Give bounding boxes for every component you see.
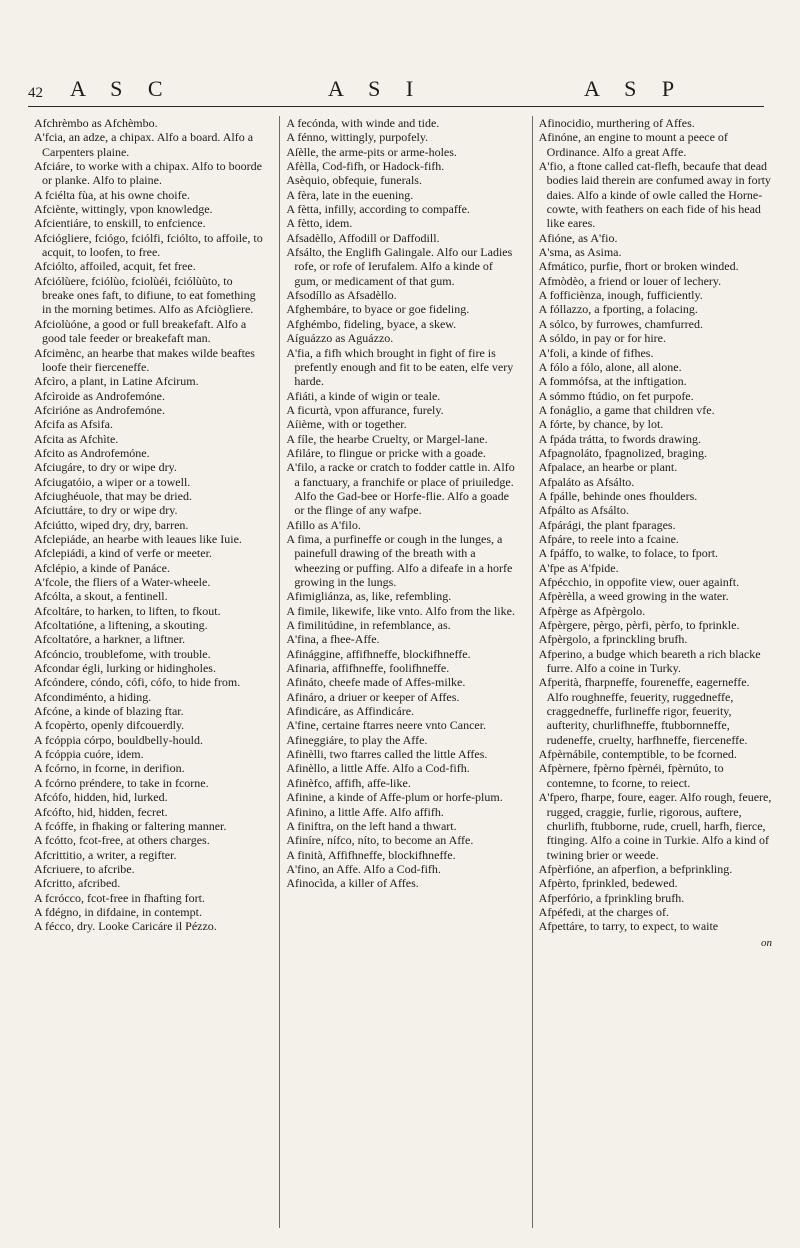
dictionary-entry: Afcientiáre, to enskill, to enfcience. (34, 216, 206, 231)
dictionary-entry: Afsálto, the Englifh Galingale. Alfo our Ladies rofe, or rofe of Ierufalem. Alfo a kinde of gum, or medicament of that gum. (286, 245, 513, 288)
dictionary-entry: Afpáre, to reele into a fcaine. (538, 531, 679, 546)
dictionary-entry: A'foli, a kinde of fifhes. (538, 345, 654, 360)
dictionary-entry: Afpèrnere, fpèrno fpèrnéi, fpèrnúto, to contemne, to fcorne, to reiect. (538, 761, 724, 790)
dictionary-entry: A fofficiènza, inough, fufficiently. (538, 288, 703, 303)
dictionary-entry: A ficurtà, vpon affurance, furely. (286, 402, 444, 417)
dictionary-entry: Afcito as Androfemóne. (34, 445, 150, 460)
dictionary-entry: Afpéfedi, at the charges of. (538, 904, 670, 919)
dictionary-entry: A fecónda, with winde and tide. (286, 116, 440, 130)
dictionary-entry: Afpárági, the plant fparages. (538, 517, 676, 532)
dictionary-entry: Afinèfco, affifh, affe-like. (286, 775, 411, 790)
dictionary-entry: Afsodíllo as Afsadèllo. (286, 288, 397, 303)
dictionary-entry: Afimigliánza, as, like, refembling. (286, 589, 452, 604)
dictionary-entry: Afcriuere, to afcribe. (34, 861, 135, 876)
dictionary-entry: A fimilitúdine, in refemblance, as. (286, 618, 451, 633)
running-head-middle: A S I (328, 76, 424, 101)
column-right (532, 116, 772, 1228)
dictionary-entry: Afinino, a little Affe. Alfo affifh. (286, 804, 444, 819)
dictionary-entry: Afclépio, a kinde of Panáce. (34, 560, 170, 575)
dictionary-entry: A'fino, an Affe. Alfo a Cod-fifh. (286, 861, 441, 876)
dictionary-entry: A fcótto, fcot-free, at others charges. (34, 833, 210, 848)
dictionary-entry: Afcóne, a kinde of blazing ftar. (34, 704, 184, 719)
dictionary-entry: Afèlla, Cod-fifh, or Hadock-fifh. (286, 159, 445, 174)
dictionary-entry: Aíguázzo as Aguázzo. (286, 331, 394, 346)
running-head-right: A S P (584, 76, 685, 101)
dictionary-entry: A fpáda trátta, to fwords drawing. (538, 431, 701, 446)
dictionary-entry: Afcrittitio, a writer, a regifter. (34, 847, 177, 862)
dictionary-entry: A fénno, wittingly, purpofely. (286, 130, 429, 145)
dictionary-entry: A'fpe as A'fpide. (538, 560, 619, 575)
dictionary-entry: A'fina, a fhee-Affe. (286, 632, 380, 647)
dictionary-entry: Afinine, a kinde of Affe-plum or horfe-plum. (286, 790, 503, 805)
dictionary-entry: A fimile, likewife, like vnto. Alfo from the like. (286, 603, 515, 618)
dictionary-entry: Afperino, a budge which beareth a rich blacke furre. Alfo a coine in Turky. (538, 646, 761, 676)
dictionary-entry: Afiníre, nífco, níto, to become an Affe. (286, 833, 474, 848)
dictionary-entry: Afineggiáre, to play the Affe. (286, 732, 428, 747)
dictionary-entry: Afináto, cheefe made of Affes-milke. (286, 675, 466, 690)
dictionary-entry: Afmático, purfie, fhort or broken winded. (538, 259, 739, 274)
dictionary-entry: Afpèrge as Afpèrgolo. (538, 603, 646, 618)
dictionary-entry: A'fio, a ftone called cat-flefh, becaufe that dead bodies laid therein are confumed away in forty daies. Alfo a kinde of owle called the Horne-cowte, with feathers on each fide of his head like eares. (538, 159, 771, 231)
dictionary-entry: Afinocìda, a killer of Affes. (286, 876, 419, 891)
dictionary-entry: Afcófo, hidden, hid, lurked. (34, 790, 168, 805)
dictionary-entry: Afcìro, a plant, in Latine Afcirum. (34, 374, 199, 389)
dictionary-entry: Afióne, as A'fio. (538, 230, 618, 245)
dictionary-entry: Afpèrèlla, a weed growing in the water. (538, 589, 729, 604)
page-number: 42 (28, 85, 43, 101)
dictionary-entry: Afpécchio, in oppofite view, ouer againft. (538, 575, 740, 589)
dictionary-entry: Afciènte, wittingly, vpon knowledge. (34, 202, 213, 217)
dictionary-entry: Afcoltáre, to harken, to liften, to fkout. (34, 603, 221, 618)
dictionary-entry: A fciélta fùa, at his owne choife. (34, 187, 190, 202)
dictionary-entry: Afpèrfióne, an afperfion, a befprinkling. (538, 861, 733, 876)
dictionary-entry: Afciútto, wiped dry, dry, barren. (34, 517, 189, 532)
dictionary-entry: Afciugáre, to dry or wipe dry. (34, 460, 177, 475)
dictionary-entry: A'filo, a racke or cratch to fodder cattle in. Alfo a fanctuary, a franchife or place of priuiledge. Alfo the Gad-bee or Horfe-flie. Alfo a goade or the flinge of any wafpe. (286, 460, 515, 518)
dictionary-entry: Afcifa as Afsifa. (34, 417, 113, 432)
dictionary-entry: Afciógliere, fciógo, fciólfi, fciólto, to affoile, to acquit, to loofen, to free. (34, 230, 263, 260)
dictionary-entry: Afcondar égli, lurking or hidingholes. (34, 661, 216, 676)
dictionary-entry: A fètta, infilly, according to compaffe. (286, 202, 470, 217)
dictionary-entry: Afclepiádi, a kind of verfe or meeter. (34, 546, 212, 561)
dictionary-entry: Afmòdèo, a friend or louer of lechery. (538, 273, 722, 288)
dictionary-entry: A fèra, late in the euening. (286, 187, 414, 202)
dictionary-entry: Afchrèmbo as Afchèmbo. (34, 116, 158, 130)
dictionary-entry: Afcita as Afchìte. (34, 431, 119, 446)
dictionary-entry: Afinaria, affifhneffe, foolifhneffe. (286, 661, 450, 676)
dictionary-entry: A fórte, by chance, by lot. (538, 417, 664, 432)
dictionary-entry: Afcritto, afcribed. (34, 876, 121, 891)
dictionary-entry: A fètto, idem. (286, 216, 353, 231)
dictionary-entry: Afcoltatóre, a harkner, a liftner. (34, 632, 186, 647)
dictionary-entry: Afghembáre, to byace or goe fideling. (286, 302, 470, 317)
dictionary-entry: A sómmo ftúdio, on fet purpofe. (538, 388, 694, 403)
dictionary-entry: Afpèrgere, pèrgo, pèrfi, pèrfo, to fprinkle. (538, 618, 740, 633)
column-left (34, 116, 267, 1228)
column-middle (279, 116, 519, 1228)
dictionary-entry: A finità, Affifhneffe, blockifhneffe. (286, 847, 456, 862)
dictionary-entry: A fcrócco, fcot-free in fhafting fort. (34, 890, 205, 905)
dictionary-entry: Afinocidio, murthering of Affes. (538, 116, 695, 130)
dictionary-entry: Afperfório, a fprinkling brufh. (538, 890, 685, 905)
dictionary-entry: Afciáre, to worke with a chipax. Alfo to boorde or planke. Alfo to plaine. (34, 159, 262, 188)
dictionary-entry: A fcórno, in fcorne, in derifion. (34, 761, 185, 776)
dictionary-entry: Afpèrgolo, a fprinckling brufh. (538, 632, 688, 647)
dictionary-entry: Afinèllo, a little Affe. Alfo a Cod-fifh. (286, 761, 470, 776)
dictionary-entry: Afiáti, a kinde of wigin or teale. (286, 388, 441, 403)
dictionary-entry: Afpalace, an hearbe or plant. (538, 460, 678, 475)
dictionary-entry: Aſèlle, the arme-pits or arme-holes. (286, 144, 457, 159)
dictionary-entry: Afinággine, affifhneffe, blockifhneffe. (286, 646, 471, 661)
dictionary-entry: Afcìroide as Androfemóne. (34, 388, 165, 403)
dictionary-entry: Afináro, a driuer or keeper of Affes. (286, 689, 460, 704)
dictionary-entry: A'fine, certaine ftarres neere vnto Cancer. (286, 718, 487, 733)
dictionary-entry: Afciólùere, fciólùo, fciolùéi, fciólùùto, to breake ones faft, to difiune, to eat fomething in the morning betimes. Alfo as Afciòglìere. (34, 273, 256, 317)
dictionary-entry: Afpèrnábile, contemptible, to be fcorned. (538, 747, 737, 762)
dictionary-entry: Afpálto as Afsálto. (538, 503, 629, 518)
dictionary-entry: Afsadèllo, Affodill or Daffodill. (286, 230, 440, 245)
dictionary-entry: A fólo a fólo, alone, all alone. (538, 359, 682, 374)
page-header (28, 70, 764, 107)
dictionary-entry: Afcóncio, troublefome, with trouble. (34, 646, 211, 661)
dictionary-entry: A fcórno préndere, to take in fcorne. (34, 775, 209, 790)
dictionary-entry: Asèquio, obfequie, funerals. (286, 173, 422, 188)
dictionary-entry: Afindicáre, as Affindicáre. (286, 704, 415, 719)
dictionary-entry: A fóllazzo, a fporting, a folacing. (538, 302, 698, 317)
dictionary-entry: Afclepiáde, an hearbe with leaues like Iuie. (34, 531, 242, 546)
dictionary-entry: Afiláre, to flingue or pricke with a goade. (286, 445, 486, 460)
dictionary-entry: Afinèlli, two ftarres called the little Affes. (286, 747, 488, 762)
dictionary-entry: A fima, a purfineffe or cough in the lunges, a painefull drawing of the breath with a wheezing or puffing. Alfo a difeafe in a horfe growing in the lungs. (286, 531, 513, 589)
dictionary-entry: A fécco, dry. Looke Caricáre il Pézzo. (34, 919, 217, 934)
dictionary-entry: Afinóne, an engine to mount a peece of Ordinance. Alfo a great Affe. (538, 130, 728, 159)
dictionary-entry: Afciolùóne, a good or full breakefaft. Alfo a good tale feeder or breakefaft man. (34, 316, 247, 346)
dictionary-entry: Afpaláto as Afsálto. (538, 474, 635, 489)
dictionary-entry: A fdégno, in difdaine, in contempt. (34, 904, 202, 919)
dictionary-entry: A sólco, by furrowes, chamfurred. (538, 316, 703, 331)
dictionary-entry: Afciugatóio, a wiper or a towell. (34, 474, 191, 489)
dictionary-entry: A fcopèrto, openly difcouerdly. (34, 718, 185, 733)
dictionary-entry: A'fcole, the fliers of a Water-wheele. (34, 575, 211, 589)
dictionary-entry: A fommófsa, at the inftigation. (538, 374, 687, 389)
dictionary-entry: A fonáglio, a game that children vfe. (538, 402, 715, 417)
entry-columns (34, 116, 772, 1228)
dictionary-entry: A fcóffe, in fhaking or faltering manner. (34, 818, 227, 833)
dictionary-entry: Afcirióne as Androfemóne. (34, 402, 165, 417)
dictionary-entry: Afcólta, a skout, a fentinell. (34, 589, 168, 604)
dictionary-entry: A'fpero, fharpe, foure, eager. Alfo rough, feuere, rugged, craggie, furlie, rigorous, auftere, churlifh, ftubborne, rude, cruell, harfh, fierce, ftinging. Alfo a coine in Turkie. Alfo a kind of twining brier or weede. (538, 790, 772, 862)
catchword: on (760, 936, 772, 949)
dictionary-entry: Afciuttáre, to dry or wipe dry. (34, 503, 178, 518)
dictionary-entry: A finiftra, on the left hand a thwart. (286, 818, 457, 833)
dictionary-entry: Afciólto, affoiled, acquit, fet free. (34, 259, 196, 274)
dictionary-entry: Afpèrto, fprinkled, bedewed. (538, 876, 678, 891)
dictionary-entry: A fcóppia cuóre, idem. (34, 747, 144, 762)
dictionary-entry: Afpagnoláto, fpagnolized, braging. (538, 445, 707, 460)
dictionary-entry: Afcófto, hid, hidden, fecret. (34, 804, 168, 819)
dictionary-entry: Afcoltatióne, a liftening, a skouting. (34, 618, 208, 633)
dictionary-entry: Afpettáre, to tarry, to expect, to waite (538, 919, 719, 934)
dictionary-entry: Afcóndere, cóndo, cófi, cófo, to hide from. (34, 675, 241, 690)
dictionary-entry: A'fcia, an adze, a chipax. Alfo a board. Alfo a Carpenters plaine. (34, 130, 254, 159)
dictionary-entry: A'fia, a fifh which brought in fight of fire is prefently enough and fit to be eaten, elfe very harde. (286, 345, 514, 389)
dictionary-entry: Aíième, with or together. (286, 417, 407, 432)
dictionary-entry: A fpáffo, to walke, to folace, to fport. (538, 546, 719, 561)
dictionary-entry: A fpálle, behinde ones fhoulders. (538, 488, 698, 503)
dictionary-entry: A'sma, as Asima. (538, 245, 622, 260)
dictionary-entry: Afperità, fharpneffe, fourenеffe, eagerneffe. Alfo roughneffe, feuerity, ruggedneffe, craggedneffe, furlineffe rigor, feuerity, aufterity, churlifhneffe, ftubbornneffe, rudeneffe, cruelty, harfhneffe, fierceneffe. (538, 675, 750, 747)
dictionary-entry: Afciughéuole, that may be dried. (34, 488, 192, 503)
dictionary-entry: Afcimènc, an hearbe that makes wilde beaftes loofe their fierceneffe. (34, 345, 255, 374)
dictionary-entry: A fcóppia córpo, bouldbelly-hould. (34, 732, 203, 747)
dictionary-entry: A fíle, the hearbe Cruelty, or Margel-lane. (286, 431, 488, 446)
dictionary-entry: Afcondiménto, a hiding. (34, 689, 152, 704)
running-head-left: A S C (70, 76, 173, 101)
dictionary-entry: Afghémbo, fideling, byace, a skew. (286, 316, 457, 331)
dictionary-entry: Afillo as A'filo. (286, 517, 361, 532)
dictionary-entry: A sóldo, in pay or for hire. (538, 331, 666, 346)
